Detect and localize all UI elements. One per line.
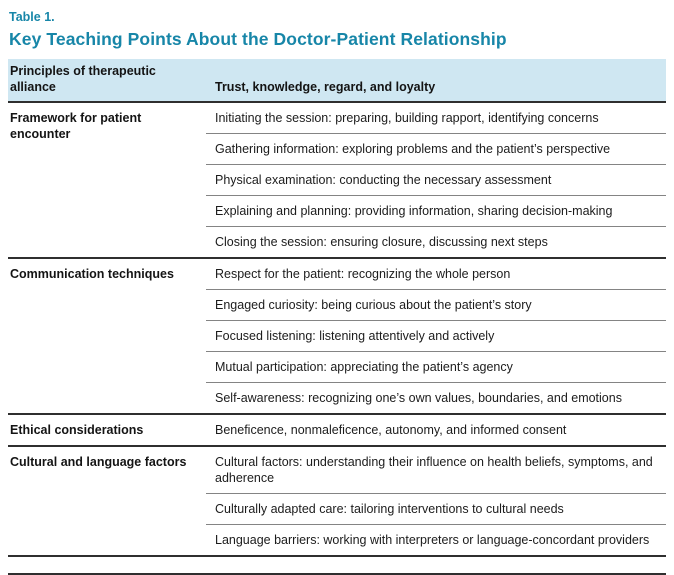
- teaching-points-table: [8, 59, 666, 557]
- category-cell-communication: Communication techniques: [8, 258, 206, 414]
- table-row: [8, 102, 666, 134]
- category-cell-framework: Framework for patient encounter: [8, 102, 206, 258]
- item-cell: Gathering information: exploring problems and the patient’s perspective: [206, 134, 666, 165]
- item-cell: Culturally adapted care: tailoring interventions to cultural needs: [206, 494, 666, 525]
- item-cell: Respect for the patient: recognizing the whole person: [206, 258, 666, 290]
- item-cell: Mutual participation: appreciating the patient’s agency: [206, 352, 666, 383]
- item-cell: Explaining and planning: providing information, sharing decision-making: [206, 196, 666, 227]
- header-right-cell: Trust, knowledge, regard, and loyalty: [206, 59, 666, 102]
- item-cell: Self-awareness: recognizing one’s own values, boundaries, and emotions: [206, 383, 666, 415]
- item-cell: Focused listening: listening attentively and actively: [206, 321, 666, 352]
- item-cell: Language barriers: working with interpreters or language-concordant providers: [206, 525, 666, 557]
- table-title: Key Teaching Points About the Doctor-Patient Relationship: [9, 29, 507, 49]
- item-cell: Engaged curiosity: being curious about the patient’s story: [206, 290, 666, 321]
- table-number-label: Table 1.: [9, 10, 55, 24]
- item-cell: Closing the session: ensuring closure, discussing next steps: [206, 227, 666, 259]
- table-row: [8, 414, 666, 446]
- category-cell-ethical: Ethical considerations: [8, 414, 206, 446]
- table-header-row: [8, 59, 666, 102]
- table-row: [8, 258, 666, 290]
- table-row: [8, 446, 666, 494]
- item-cell: Initiating the session: preparing, building rapport, identifying concerns: [206, 102, 666, 134]
- item-cell: Cultural factors: understanding their influence on health beliefs, symptoms, and adherence: [206, 446, 666, 494]
- category-cell-cultural: Cultural and language factors: [8, 446, 206, 556]
- header-left-cell: Principles of therapeutic alliance: [8, 59, 206, 102]
- item-cell: Beneficence, nonmaleficence, autonomy, and informed consent: [206, 414, 666, 446]
- item-cell: Physical examination: conducting the necessary assessment: [206, 165, 666, 196]
